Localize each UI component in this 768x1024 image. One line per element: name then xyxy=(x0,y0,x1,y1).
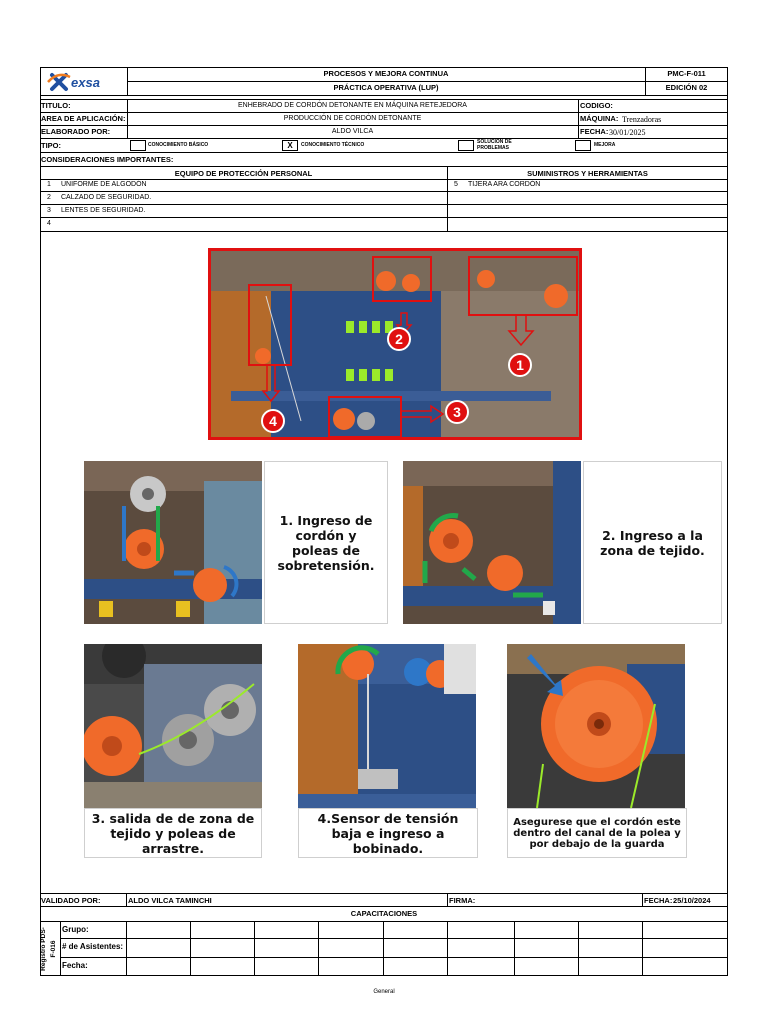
tipo-label: TIPO: xyxy=(41,141,61,150)
grupo-label: Grupo: xyxy=(62,925,89,934)
area-label: AREA DE APLICACIÓN: xyxy=(41,114,126,123)
maquina-label: MÁQUINA: xyxy=(580,114,619,123)
epp-item-num: 1 xyxy=(47,181,51,188)
tipo-mejora-label: MEJORA xyxy=(594,142,616,148)
doc-edition: EDICIÓN 02 xyxy=(665,83,708,92)
step5-caption: Asegurese que el cordón este dentro del canal de la polea y por debajo de la guarda xyxy=(507,808,687,858)
epp-item-num: 4 xyxy=(47,220,51,227)
registro-label: Registro PDS-F-016 xyxy=(40,927,57,971)
epp-item-text: LENTES DE SEGURIDAD. xyxy=(61,207,146,214)
step2-caption: 2. Ingreso a la zona de tejido. xyxy=(583,461,722,624)
doc-code: PMC-F-011 xyxy=(667,69,706,78)
step5-photo xyxy=(507,644,685,808)
fecha-label: FECHA: xyxy=(580,127,609,136)
step4-caption: 4.Sensor de tensión baja e ingreso a bobinado. xyxy=(298,808,478,858)
elaborado-label: ELABORADO POR: xyxy=(41,127,111,136)
footer-fecha-label: FECHA: xyxy=(644,896,673,905)
titulo-label: TITULO: xyxy=(41,101,71,110)
footer-fecha-value: 25/10/2024 xyxy=(673,896,711,905)
validado-label: VALIDADO POR: xyxy=(41,896,101,905)
step1-caption: 1. Ingreso de cordón y poleas de sobretensión. xyxy=(264,461,388,624)
epp-item-text: CALZADO DE SEGURIDAD. xyxy=(61,194,152,201)
maquina-value: Trenzadoras xyxy=(622,115,662,124)
validado-value: ALDO VILCA TAMINCHI xyxy=(128,896,212,905)
tipo-basico-checkbox[interactable] xyxy=(130,140,146,151)
fecha-value: 30/01/2025 xyxy=(609,128,646,137)
marker-4: 4 xyxy=(261,409,285,433)
elaborado-value: ALDO VILCA xyxy=(331,128,374,135)
asistentes-label: # de Asistentes: xyxy=(62,942,124,951)
codigo-label: CODIGO: xyxy=(580,101,613,110)
epp-item-num: 3 xyxy=(47,207,51,214)
step3-photo xyxy=(84,644,262,808)
titulo-value: ENHEBRADO DE CORDÓN DETONANTE EN MÁQUINA RETEJEDORA xyxy=(238,102,467,109)
step2-photo xyxy=(403,461,581,624)
area-value: PRODUCCIÓN DE CORDÓN DETONANTE xyxy=(283,115,422,122)
step3-caption: 3. salida de de zona de tejido y poleas de arrastre. xyxy=(84,808,262,858)
company-logo xyxy=(44,69,124,95)
tipo-solucion-checkbox[interactable] xyxy=(458,140,474,151)
suministro-item-text: TIJERA ARA CORDÓN xyxy=(468,181,541,188)
classification-label: General xyxy=(373,989,395,995)
logo-wordmark: exsa xyxy=(71,75,100,90)
header-title-2: PRÁCTICA OPERATIVA (LUP) xyxy=(333,83,439,92)
epp-item-text: UNIFORME DE ALGODÓN xyxy=(61,181,147,188)
epp-header: EQUIPO DE PROTECCIÓN PERSONAL xyxy=(174,169,313,178)
tipo-basico-label: CONOCIMIENTO BÁSICO xyxy=(148,142,209,148)
suministro-item-num: 5 xyxy=(454,181,458,188)
marker-3: 3 xyxy=(445,400,469,424)
fecha-row-label: Fecha: xyxy=(62,961,88,970)
epp-item-num: 2 xyxy=(47,194,51,201)
marker-2: 2 xyxy=(387,327,411,351)
tipo-tecnico-label: CONOCIMIENTO TÉCNICO xyxy=(301,142,365,148)
consideraciones-label: CONSIDERACIONES IMPORTANTES: xyxy=(41,155,174,164)
step4-photo xyxy=(298,644,476,808)
tipo-mejora-checkbox[interactable] xyxy=(575,140,591,151)
tipo-solucion-label: SOLUCIÓN DE PROBLEMAS xyxy=(477,139,512,151)
marker-1: 1 xyxy=(508,353,532,377)
firma-label: FIRMA: xyxy=(449,896,476,905)
capacitaciones-header: CAPACITACIONES xyxy=(350,909,418,918)
suministros-header: SUMINISTROS Y HERRAMIENTAS xyxy=(527,169,648,178)
header-title-1: PROCESOS Y MEJORA CONTINUA xyxy=(323,69,449,78)
tipo-tecnico-checkbox[interactable]: X xyxy=(282,140,298,151)
step1-photo xyxy=(84,461,262,624)
